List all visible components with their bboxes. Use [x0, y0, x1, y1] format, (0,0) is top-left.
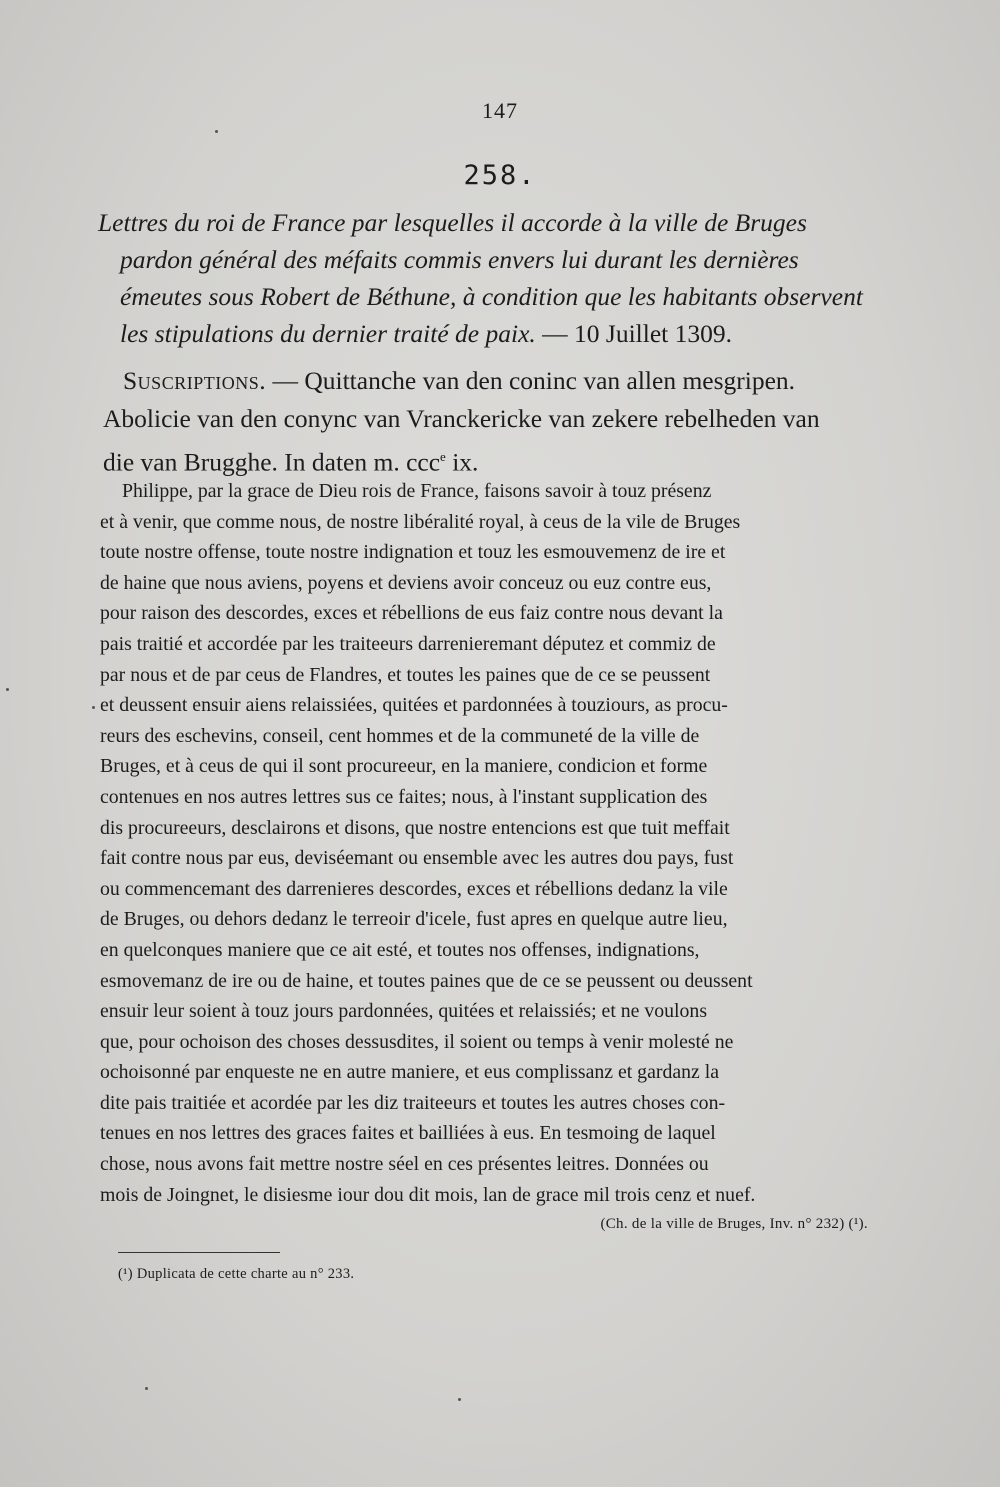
paper-speck [92, 706, 95, 709]
suscriptions-block [103, 362, 903, 482]
body-line: mois de Joingnet, le disiesme iour dou dit mois, lan de grace mil trois cenz et nuef. [100, 1183, 756, 1206]
suscriptions-line: Abolicie van den conync van Vranckericke van zekere rebelheden van [103, 404, 820, 433]
page-number: 147 [482, 98, 518, 123]
body-line: dis procureeurs, desclairons et disons, que nostre entencions est que tuit meffait [100, 816, 730, 839]
document-number: 258. [463, 160, 537, 191]
body-line: chose, nous avons fait mettre nostre séel en ces présentes leitres. Données ou [100, 1153, 709, 1176]
body-line: tenues en nos lettres des graces faites et bailliées à eus. En tesmoing de laquel [100, 1122, 716, 1145]
paper-speck [215, 130, 218, 133]
body-line: et deussent ensuir aiens relaissiées, quitées et pardonnées à touziours, as procu- [100, 694, 728, 717]
paper-speck [6, 688, 9, 691]
body-line: Philippe, par la grace de Dieu rois de France, faisons savoir à touz présenz [122, 480, 712, 502]
suscriptions-label: Suscriptions. [123, 366, 267, 395]
title-line [98, 315, 898, 352]
body-line: de Bruges, ou dehors dedanz le terreoir d'icele, fust apres en quelque autre lieu, [100, 908, 728, 931]
body-line: Bruges, et à ceus de qui il sont procureeur, en la maniere, condicion et forme [100, 755, 708, 778]
document-title [98, 204, 898, 352]
body-line: par nous et de par ceus de Flandres, et toutes les paines que de ce se peussent [100, 663, 711, 686]
title-date: — 10 Juillet 1309. [542, 319, 732, 348]
body-line: dite pais traitiée et acordée par les diz traiteeurs et toutes les autres choses con- [100, 1091, 726, 1114]
suscriptions-text: — Quittanche van den coninc van allen mesgripen. [272, 366, 796, 395]
suscriptions-line [103, 362, 903, 400]
footnote: (¹) Duplicata de cette charte au n° 233. [118, 1266, 355, 1282]
suscriptions-text: ix. [452, 447, 479, 477]
body-line: pais traitié et accordée par les traiteeurs darrenieremant députez et commiz de [100, 632, 716, 655]
body-line: ensuir leur soient à touz jours pardonnées, quitées et relaissiés; et ne voulons [100, 1000, 708, 1023]
title-line: pardon général des méfaits commis envers lui durant les dernières [120, 245, 799, 274]
footnote-divider [118, 1252, 280, 1253]
body-line: pour raison des descordes, exces et rébellions de eus faiz contre nous devant la [100, 602, 723, 625]
title-line: Lettres du roi de France par lesquelles il accorde à la ville de Bruges [98, 208, 807, 237]
superscript: e [440, 449, 446, 464]
body-line: esmovemanz de ire ou de haine, et toutes paines que de ce se peussent ou deussent [100, 969, 753, 992]
body-line: de haine que nous aviens, poyens et deviens avoir conceuz ou euz contre eus, [100, 571, 712, 594]
paper-speck [458, 1398, 461, 1401]
title-line-text: les stipulations du dernier traité de paix. [120, 319, 536, 348]
body-line: contenues en nos autres lettres sus ce faites; nous, à l'instant supplication des [100, 785, 708, 808]
source-citation: (Ch. de la ville de Bruges, Inv. n° 232) (¹). [600, 1216, 868, 1232]
body-line: ou commencemant des darrenieres descordes, exces et rébellions dedanz la vile [100, 877, 728, 900]
paper-speck [145, 1387, 148, 1390]
body-line: en quelconques maniere que ce ait esté, et toutes nos offenses, indignations, [100, 938, 700, 961]
title-line: émeutes sous Robert de Béthune, à condition que les habitants observent [120, 282, 863, 311]
body-line: fait contre nous par eus, deviséemant ou ensemble avec les autres dou pays, fust [100, 847, 734, 870]
body-line: reurs des eschevins, conseil, cent hommes et de la communeté de la ville de [100, 724, 700, 747]
body-line: et à venir, que comme nous, de nostre libéralité royal, à ceus de la vile de Bruges [100, 510, 741, 533]
charter-body [100, 476, 900, 1210]
suscriptions-text: die van Brugghe. In daten m. ccc [103, 447, 441, 477]
body-line: ochoisonné par enqueste ne en autre maniere, et eus complissanz et gardanz la [100, 1061, 720, 1084]
body-line: que, pour ochoison des choses dessusdites, il soient ou temps à venir molesté ne [100, 1030, 734, 1053]
suscriptions-line [103, 438, 903, 482]
body-line: toute nostre offense, toute nostre indignation et touz les esmouvemenz de ire et [100, 541, 726, 564]
